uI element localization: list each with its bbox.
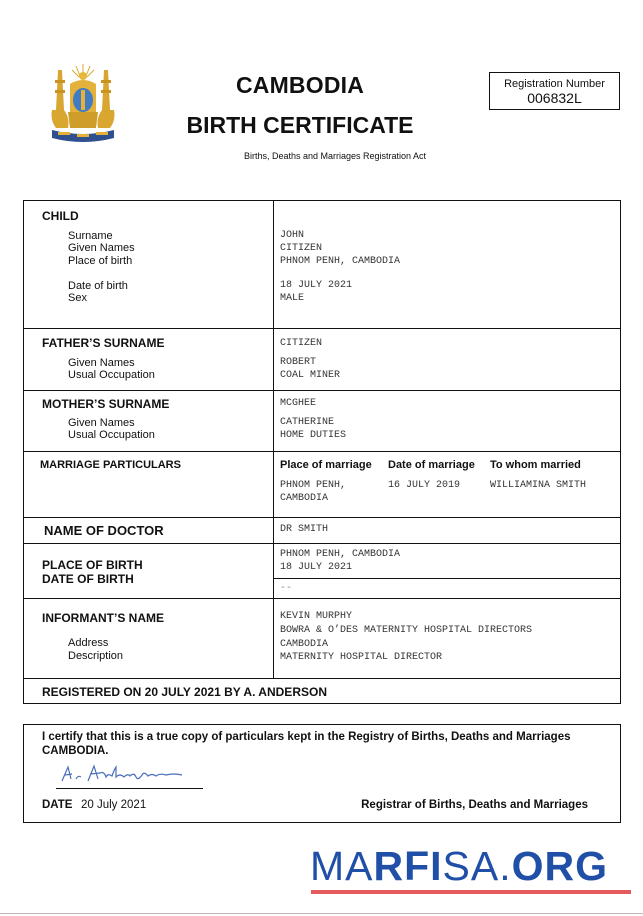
- certificate-table: [23, 200, 621, 704]
- marriage-section: [24, 451, 620, 517]
- registration-number-value: 006832L: [527, 90, 582, 106]
- birth-cell-divider: [274, 578, 620, 579]
- mother-occupation-label: Usual Occupation: [68, 429, 155, 441]
- marfisa-logo: [310, 843, 608, 889]
- informant-name-value: KEVIN MURPHY: [280, 611, 353, 622]
- child-section: [24, 201, 620, 328]
- marriage-date-value: 16 JULY 2019: [388, 480, 461, 491]
- handwritten-signature-icon: [58, 763, 188, 785]
- marriage-values: [274, 452, 620, 517]
- marriage-place-header: Place of marriage: [280, 459, 372, 471]
- certification-statement: I certify that this is a true copy of particulars kept in the Registry of Births, Deaths and Marriages: [42, 731, 571, 743]
- child-sex-label: Sex: [68, 292, 87, 304]
- certification-box: [23, 724, 621, 823]
- birth-labels: [24, 544, 274, 598]
- informant-address-line2: CAMBODIA: [280, 639, 329, 650]
- doctor-name-value: DR SMITH: [280, 524, 329, 535]
- informant-name-heading: INFORMANT’S NAME: [42, 611, 164, 625]
- document-title: BIRTH CERTIFICATE: [186, 112, 414, 138]
- mother-surname-value: MCGHEE: [280, 398, 317, 409]
- child-given-names-value: CITIZEN: [280, 243, 323, 254]
- act-subtitle: Births, Deaths and Marriages Registration Act: [243, 151, 427, 161]
- registrar-title: Registrar of Births, Deaths and Marriages: [361, 799, 588, 811]
- child-labels: [24, 201, 274, 328]
- father-values: [274, 329, 620, 390]
- certification-date-value: 20 July 2021: [81, 799, 147, 811]
- father-given-names-label: Given Names: [68, 357, 135, 369]
- child-heading: CHILD: [42, 209, 79, 223]
- marriage-spouse-value: WILLIAMINA SMITH: [490, 480, 587, 491]
- informant-values: [274, 599, 620, 678]
- royal-coat-of-arms-icon: [48, 62, 118, 146]
- father-section: [24, 328, 620, 390]
- certification-country: CAMBODIA.: [42, 745, 109, 757]
- marriage-spouse-header: To whom married: [490, 459, 581, 471]
- certification-date-label: DATE: [42, 799, 73, 811]
- signature-line: [56, 788, 203, 789]
- birth-extra-value: --: [280, 583, 293, 594]
- birth-place-value: PHNOM PENH, CAMBODIA: [280, 549, 401, 560]
- marriage-heading: MARRIAGE PARTICULARS: [40, 459, 181, 471]
- child-place-of-birth-label: Place of birth: [68, 255, 133, 267]
- logo-part-sa: SA.: [442, 843, 512, 889]
- birth-date-value: 18 JULY 2021: [280, 562, 353, 573]
- mother-labels: [24, 391, 274, 451]
- doctor-heading: NAME OF DOCTOR: [44, 523, 164, 538]
- father-surname-heading: FATHER’S SURNAME: [42, 336, 165, 350]
- registration-number-label: Registration Number: [504, 78, 605, 90]
- child-surname-label: Surname: [68, 230, 113, 242]
- father-occupation-value: COAL MINER: [280, 370, 341, 381]
- child-date-of-birth-value: 18 JULY 2021: [280, 280, 353, 291]
- marriage-labels: [24, 452, 274, 517]
- child-surname-value: JOHN: [280, 230, 305, 241]
- country-title: CAMBODIA: [235, 72, 365, 98]
- mother-values: [274, 391, 620, 451]
- birth-values: [274, 544, 620, 598]
- logo-part-ma: MA: [310, 843, 374, 889]
- doctor-label-cell: [24, 518, 274, 543]
- informant-address-line1: BOWRA & O’DES MATERNITY HOSPITAL DIRECTORS: [280, 625, 533, 636]
- mother-given-names-value: CATHERINE: [280, 417, 335, 428]
- birth-section: [24, 543, 620, 598]
- father-occupation-label: Usual Occupation: [68, 369, 155, 381]
- informant-description-value: MATERNITY HOSPITAL DIRECTOR: [280, 652, 443, 663]
- child-sex-value: MALE: [280, 293, 305, 304]
- child-date-of-birth-label: Date of birth: [68, 280, 128, 292]
- marriage-date-header: Date of marriage: [388, 459, 475, 471]
- doctor-value-cell: [274, 518, 620, 543]
- place-of-birth-heading: PLACE OF BIRTH: [42, 558, 143, 572]
- registered-cell: [24, 679, 620, 703]
- child-values: [274, 201, 620, 328]
- registration-number-box: [489, 72, 620, 110]
- mother-surname-heading: MOTHER’S SURNAME: [42, 397, 170, 411]
- father-labels: [24, 329, 274, 390]
- child-place-of-birth-value: PHNOM PENH, CAMBODIA: [280, 256, 401, 267]
- father-surname-value: CITIZEN: [280, 338, 323, 349]
- logo-part-org: ORG: [511, 843, 609, 889]
- father-given-names-value: ROBERT: [280, 357, 317, 368]
- mother-given-names-label: Given Names: [68, 417, 135, 429]
- registered-statement: REGISTERED ON 20 JULY 2021 BY A. ANDERSON: [42, 685, 327, 699]
- informant-labels: [24, 599, 274, 678]
- informant-description-label: Description: [68, 650, 124, 662]
- doctor-section: [24, 517, 620, 543]
- marriage-place-line2: CAMBODIA: [280, 493, 329, 504]
- logo-part-rfi: RFI: [373, 843, 443, 889]
- informant-section: [24, 598, 620, 678]
- date-of-birth-heading: DATE OF BIRTH: [42, 572, 134, 586]
- registered-section: [24, 678, 620, 703]
- child-given-names-label: Given Names: [68, 242, 135, 254]
- logo-underline: [311, 890, 631, 894]
- mother-occupation-value: HOME DUTIES: [280, 430, 347, 441]
- mother-section: [24, 390, 620, 451]
- page-bottom-divider: [0, 913, 643, 914]
- informant-address-label: Address: [68, 637, 109, 649]
- marriage-place-line1: PHNOM PENH,: [280, 480, 347, 491]
